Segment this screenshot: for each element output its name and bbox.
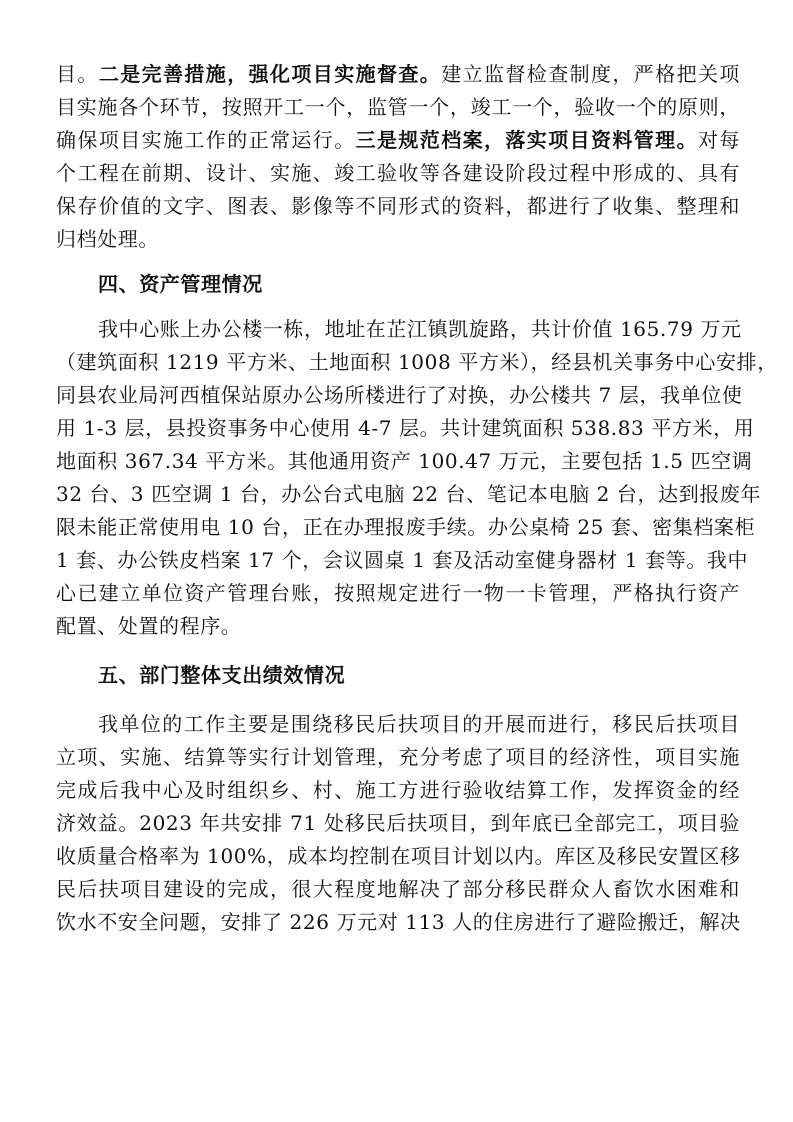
- text-line: 济效益。2023 年共安排 71 处移民后扶项目，到年底已全部完工，项目验: [56, 811, 740, 835]
- text-line: 民后扶项目建设的完成，很大程度地解决了部分移民群众人畜饮水困难和: [56, 877, 740, 901]
- section-heading-performance: 五、部门整体支出绩效情况: [98, 663, 346, 687]
- text-line: 归档处理。: [56, 227, 159, 251]
- text-line: 保存价值的文字、图表、影像等不同形式的资料，都进行了收集、整理和: [56, 194, 740, 218]
- text-line: 限未能正常使用电 10 台，正在办理报废手续。办公桌椅 25 套、密集档案柜: [56, 515, 756, 539]
- text-line: [56, 124, 740, 157]
- text-span: 建立监督检查制度，严格把关项: [441, 62, 740, 86]
- bold-lead-phrase: 三是规范档案，落实项目资料管理。: [355, 128, 698, 152]
- text-line: 32 台、3 匹空调 1 台，办公台式电脑 22 台、笔记本电脑 2 台，达到报废年: [56, 482, 762, 506]
- bold-lead-phrase: 二是完善措施，强化项目实施督查。: [98, 62, 442, 86]
- text-line: 个工程在前期、设计、实施、竣工验收等各建设阶段过程中形成的、具有: [56, 161, 740, 185]
- text-line: 收质量合格率为 100%，成本均控制在项目计划以内。库区及移民安置区移: [56, 844, 741, 868]
- text-line: 我单位的工作主要是围绕移民后扶项目的开展而进行，移民后扶项目: [98, 712, 740, 736]
- text-line: 1 套、办公铁皮档案 17 个，会议圆桌 1 套及活动室健身器材 1 套等。我中: [56, 548, 749, 572]
- text-line: 我中心账上办公楼一栋，地址在芷江镇凯旋路，共计价值 165.79 万元: [98, 317, 742, 341]
- text-span: 对每: [697, 128, 740, 152]
- section-heading-assets: 四、资产管理情况: [98, 272, 263, 296]
- document-page: [56, 58, 778, 939]
- text-line: 立项、实施、结算等实行计划管理，充分考虑了项目的经济性，项目实施: [56, 745, 740, 769]
- text-line: 饮水不安全问题，安排了 226 万元对 113 人的住房进行了避险搬迁，解决: [56, 910, 741, 934]
- text-line: 用 1-3 层，县投资事务中心使用 4-7 层。共计建筑面积 538.83 平方米，用: [56, 416, 755, 440]
- text-line: 地面积 367.34 平方米。其他通用资产 100.47 万元，主要包括 1.5 匹空调: [56, 449, 753, 473]
- text-line: （建筑面积 1219 平方米、土地面积 1008 平方米），经县机关事务中心安排，: [56, 350, 778, 374]
- text-line: 目实施各个环节，按照开工一个，监管一个，竣工一个，验收一个的原则，: [56, 95, 740, 119]
- text-line: 配置、处置的程序。: [56, 614, 242, 638]
- text-span: 目。: [56, 62, 99, 86]
- section-body-performance: [56, 708, 740, 939]
- text-line: 同县农业局河西植保站原办公场所楼进行了对换，办公楼共 7 层，我单位使: [56, 383, 743, 407]
- text-line: 完成后我中心及时组织乡、村、施工方进行验收结算工作，发挥资金的经: [56, 778, 740, 802]
- text-line: [56, 58, 740, 91]
- text-line: 心已建立单位资产管理台账，按照规定进行一物一卡管理，严格执行资产: [56, 581, 740, 605]
- section-body-assets: [56, 313, 778, 643]
- text-span: 确保项目实施工作的正常运行。: [56, 128, 356, 152]
